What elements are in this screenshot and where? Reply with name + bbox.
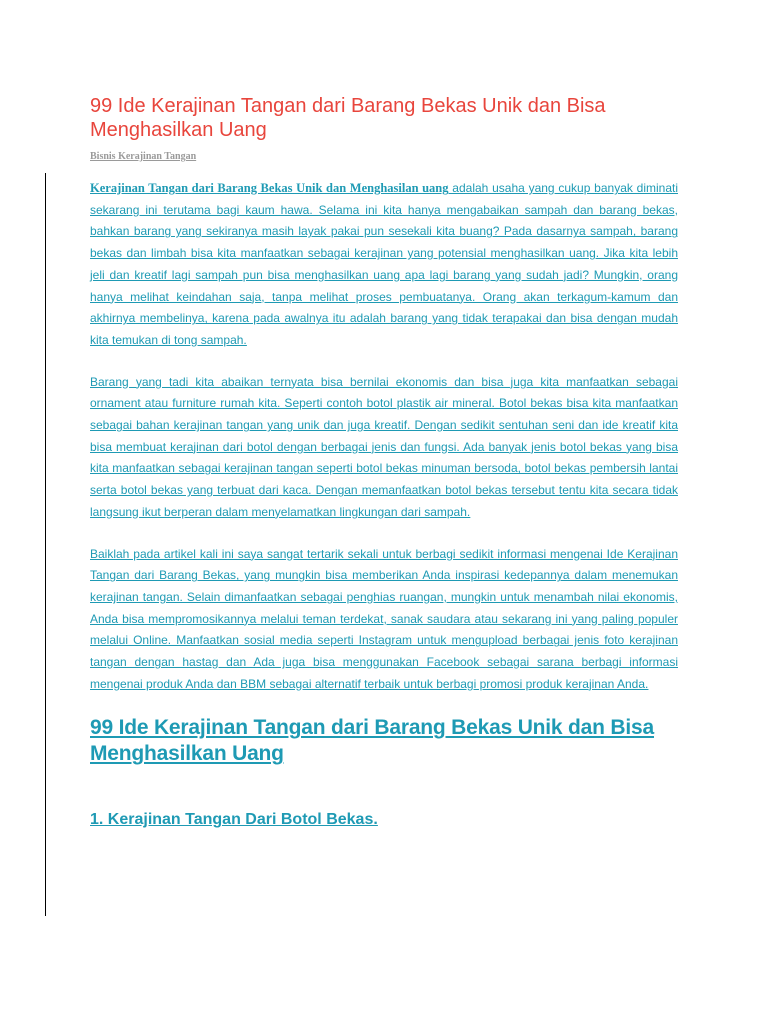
section-heading xyxy=(90,715,678,767)
section-heading-link[interactable]: 99 Ide Kerajinan Tangan dari Barang Bekas Unik dan Bisa Menghasilkan Uang xyxy=(90,716,654,766)
body-paragraph-3 xyxy=(90,544,678,696)
page-title: 99 Ide Kerajinan Tangan dari Barang Bekas Unik dan Bisa Menghasilkan Uang xyxy=(90,95,606,141)
body-paragraph-3-link[interactable]: Baiklah pada artikel kali ini saya sangat tertarik sekali untuk berbagi sedikit informasi mengenai Ide Kerajinan Tangan dari Barang Bekas, yang mungkin bisa memberikan Anda inspirasi kedepannya dalam menemukan kerajinan tangan. Selain dimanfaatkan sebagai penghias ruangan, mungkin untuk menambah nilai ekonomis, Anda bisa mempromosikannya melalui teman terdekat, sanak saudara atau sekarang ini yang paling populer melalui Online. Manfaatkan sosial media seperti Instagram untuk mengupload berbagai jenis foto kerajinan tangan dengan hastag dan Ada juga bisa menggunakan Facebook sebagai sarana berbagi informasi mengenai produk Anda dan BBM sebagai alternatif terbaik untuk berbagi promosi produk kerajinan Anda. xyxy=(90,546,678,691)
margin-bar xyxy=(45,173,46,916)
body-paragraph-2 xyxy=(90,372,678,524)
intro-lead-link[interactable]: Kerajinan Tangan dari Barang Bekas Unik dan Menghasilan uang xyxy=(90,181,449,195)
article-body xyxy=(90,178,678,830)
intro-paragraph xyxy=(90,178,678,352)
subsection-heading-link[interactable]: 1. Kerajinan Tangan Dari Botol Bekas. xyxy=(90,811,378,829)
intro-paragraph-link[interactable]: adalah usaha yang cukup banyak diminati sekarang ini terutama bagi kaum hawa. Selama ini kita hanya mengabaikan sampah dan barang bekas, bahkan barang yang sekiranya masih layak pakai pun sesekali kita buang? Pada dasarnya sampah, barang bekas dan limbah bisa kita manfaatkan sebagai kerajinan yang potensial menghasilkan uang. Jika kita lebih jeli dan kreatif lagi sampah pun bisa menghasilkan uang apa lagi barang yang sudah jadi? Mungkin, orang hanya melihat keindahan saja, tanpa melihat proses pembuatanya. Orang akan terkagum-kamum dan akhirnya membelinya, karena pada awalnya itu adalah barang yang tidak terapakai dan bisa dengan mudah kita temukan di tong sampah. xyxy=(90,181,678,347)
subsection-heading xyxy=(90,810,678,830)
body-paragraph-2-link[interactable]: Barang yang tadi kita abaikan ternyata bisa bernilai ekonomis dan bisa juga kita manfaatkan sebagai ornament atau furniture rumah kita. Seperti contoh botol plastik air mineral. Botol bekas bisa kita manfaatkan sebagai bahan kerajinan tangan yang unik dan juga kreatif. Dengan sedikit sentuhan seni dan ide kreatif kita bisa membuat kerajinan dari botol dengan berbagai jenis dan fungsi. Ada banyak jenis botol bekas yang bisa kita manfaatkan sebagai kerajinan tangan seperti botol bekas minuman bersoda, botol bekas pembersih lantai serta botol bekas yang terbuat dari kaca. Dengan memanfaatkan botol bekas tersebut tentu kita secara tidak langsung ikut berperan dalam menyelamatkan lingkungan dari sampah. xyxy=(90,374,678,519)
category-link[interactable]: Bisnis Kerajinan Tangan xyxy=(90,151,197,162)
